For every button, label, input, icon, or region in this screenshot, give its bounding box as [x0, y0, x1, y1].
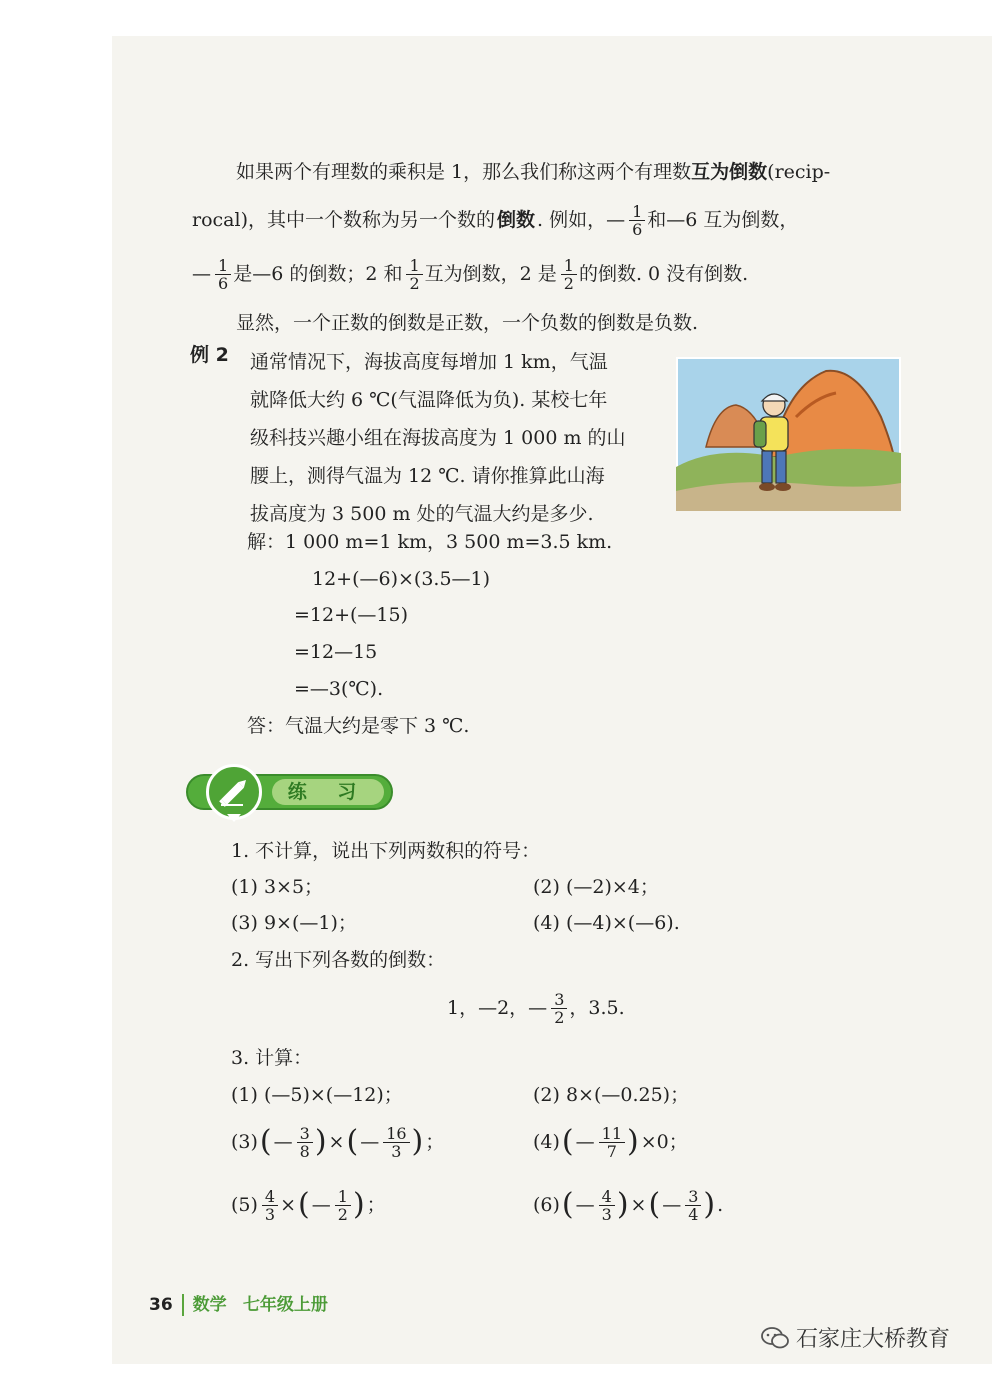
- watermark: 石家庄大桥教育: [760, 1322, 950, 1353]
- question-3-item: (5) $\frac{4}{3}$ × ( — $\frac{1}{2}$ ) ；: [231, 1186, 386, 1224]
- subject-name: 数学: [192, 1295, 227, 1315]
- practice-header: [186, 764, 393, 818]
- question-1-item: (2) (—2)×4；: [533, 876, 659, 898]
- question-1-item: (4) (—4)×(—6).: [533, 912, 680, 934]
- page-number: 36: [149, 1295, 173, 1315]
- solution-line: 解：1 000 m=1 km，3 500 m=3.5 km.: [247, 531, 613, 553]
- fraction: $\frac{1}{6}$: [629, 203, 645, 238]
- question-3: 3. 计算：: [231, 1047, 313, 1069]
- question-3-item: (6) ( — $\frac{4}{3}$ ) × ( — $\frac{3}{4}$ ) .: [533, 1186, 724, 1224]
- question-3-item: (4) ( — $\frac{11}{7}$ ) ×0；: [533, 1123, 688, 1161]
- intro-line-3: — $\frac{1}{6}$ 是—6 的倒数；2 和 $\frac{1}{2}$ 互为倒数，2 是 $\frac{1}{2}$ 的倒数. 0 没有倒数.: [192, 255, 749, 293]
- solution-line: =12+(—15): [294, 604, 409, 626]
- pencil-icon-badge: [206, 764, 262, 820]
- intro-line-1: 如果两个有理数的乘积是 1，那么我们称这两个有理数互为倒数(recip-: [236, 161, 831, 183]
- solution-line: =—3(℃).: [294, 678, 384, 700]
- solution-line: =12—15: [294, 641, 378, 663]
- question-3-item: (2) 8×(—0.25)；: [533, 1084, 690, 1106]
- answer-line: 答：气温大约是零下 3 ℃.: [247, 715, 470, 737]
- question-3-item: (3) ( — $\frac{3}{8}$ ) × ( — $\frac{16}{3}$ ) ；: [231, 1123, 445, 1161]
- example-label: 例 2: [190, 344, 229, 366]
- question-2: 2. 写出下列各数的倒数：: [231, 949, 446, 971]
- book-name: 七年级上册: [242, 1295, 328, 1315]
- solution-line: 12+(—6)×(3.5—1): [312, 568, 491, 590]
- wechat-icon: [760, 1325, 790, 1351]
- intro-line-4: 显然，一个正数的倒数是正数，一个负数的倒数是负数.: [236, 312, 699, 334]
- intro-line-2: rocal)，其中一个数称为另一个数的 倒数 . 例如，— $\frac{1}{6}$ 和—6 互为倒数，: [192, 201, 799, 239]
- question-1-item: (3) 9×(—1)；: [231, 912, 357, 934]
- question-3-item: (1) (—5)×(—12)；: [231, 1084, 403, 1106]
- hiker-illustration: [676, 357, 901, 511]
- example-problem: 通常情况下，海拔高度每增加 1 km，气温 就降低大约 6 ℃(气温降低为负). 某校七年 级科技兴趣小组在海拔高度为 1 000 m 的山 腰上，测得气温为 12 ℃. 请你推算此山海 拔高度为 3 500 m 处的气温大约是多少.: [250, 351, 626, 525]
- practice-title: 练 习: [287, 781, 369, 803]
- pencil-icon: [209, 767, 259, 817]
- question-1-item: (1) 3×5；: [231, 876, 324, 898]
- page-footer: [149, 1290, 328, 1316]
- triangle-marker-icon: [227, 814, 241, 822]
- question-2-numbers: 1，—2，— $\frac{3}{2}$ ，3.5.: [447, 989, 625, 1027]
- question-1: 1. 不计算，说出下列两数积的符号：: [231, 840, 541, 862]
